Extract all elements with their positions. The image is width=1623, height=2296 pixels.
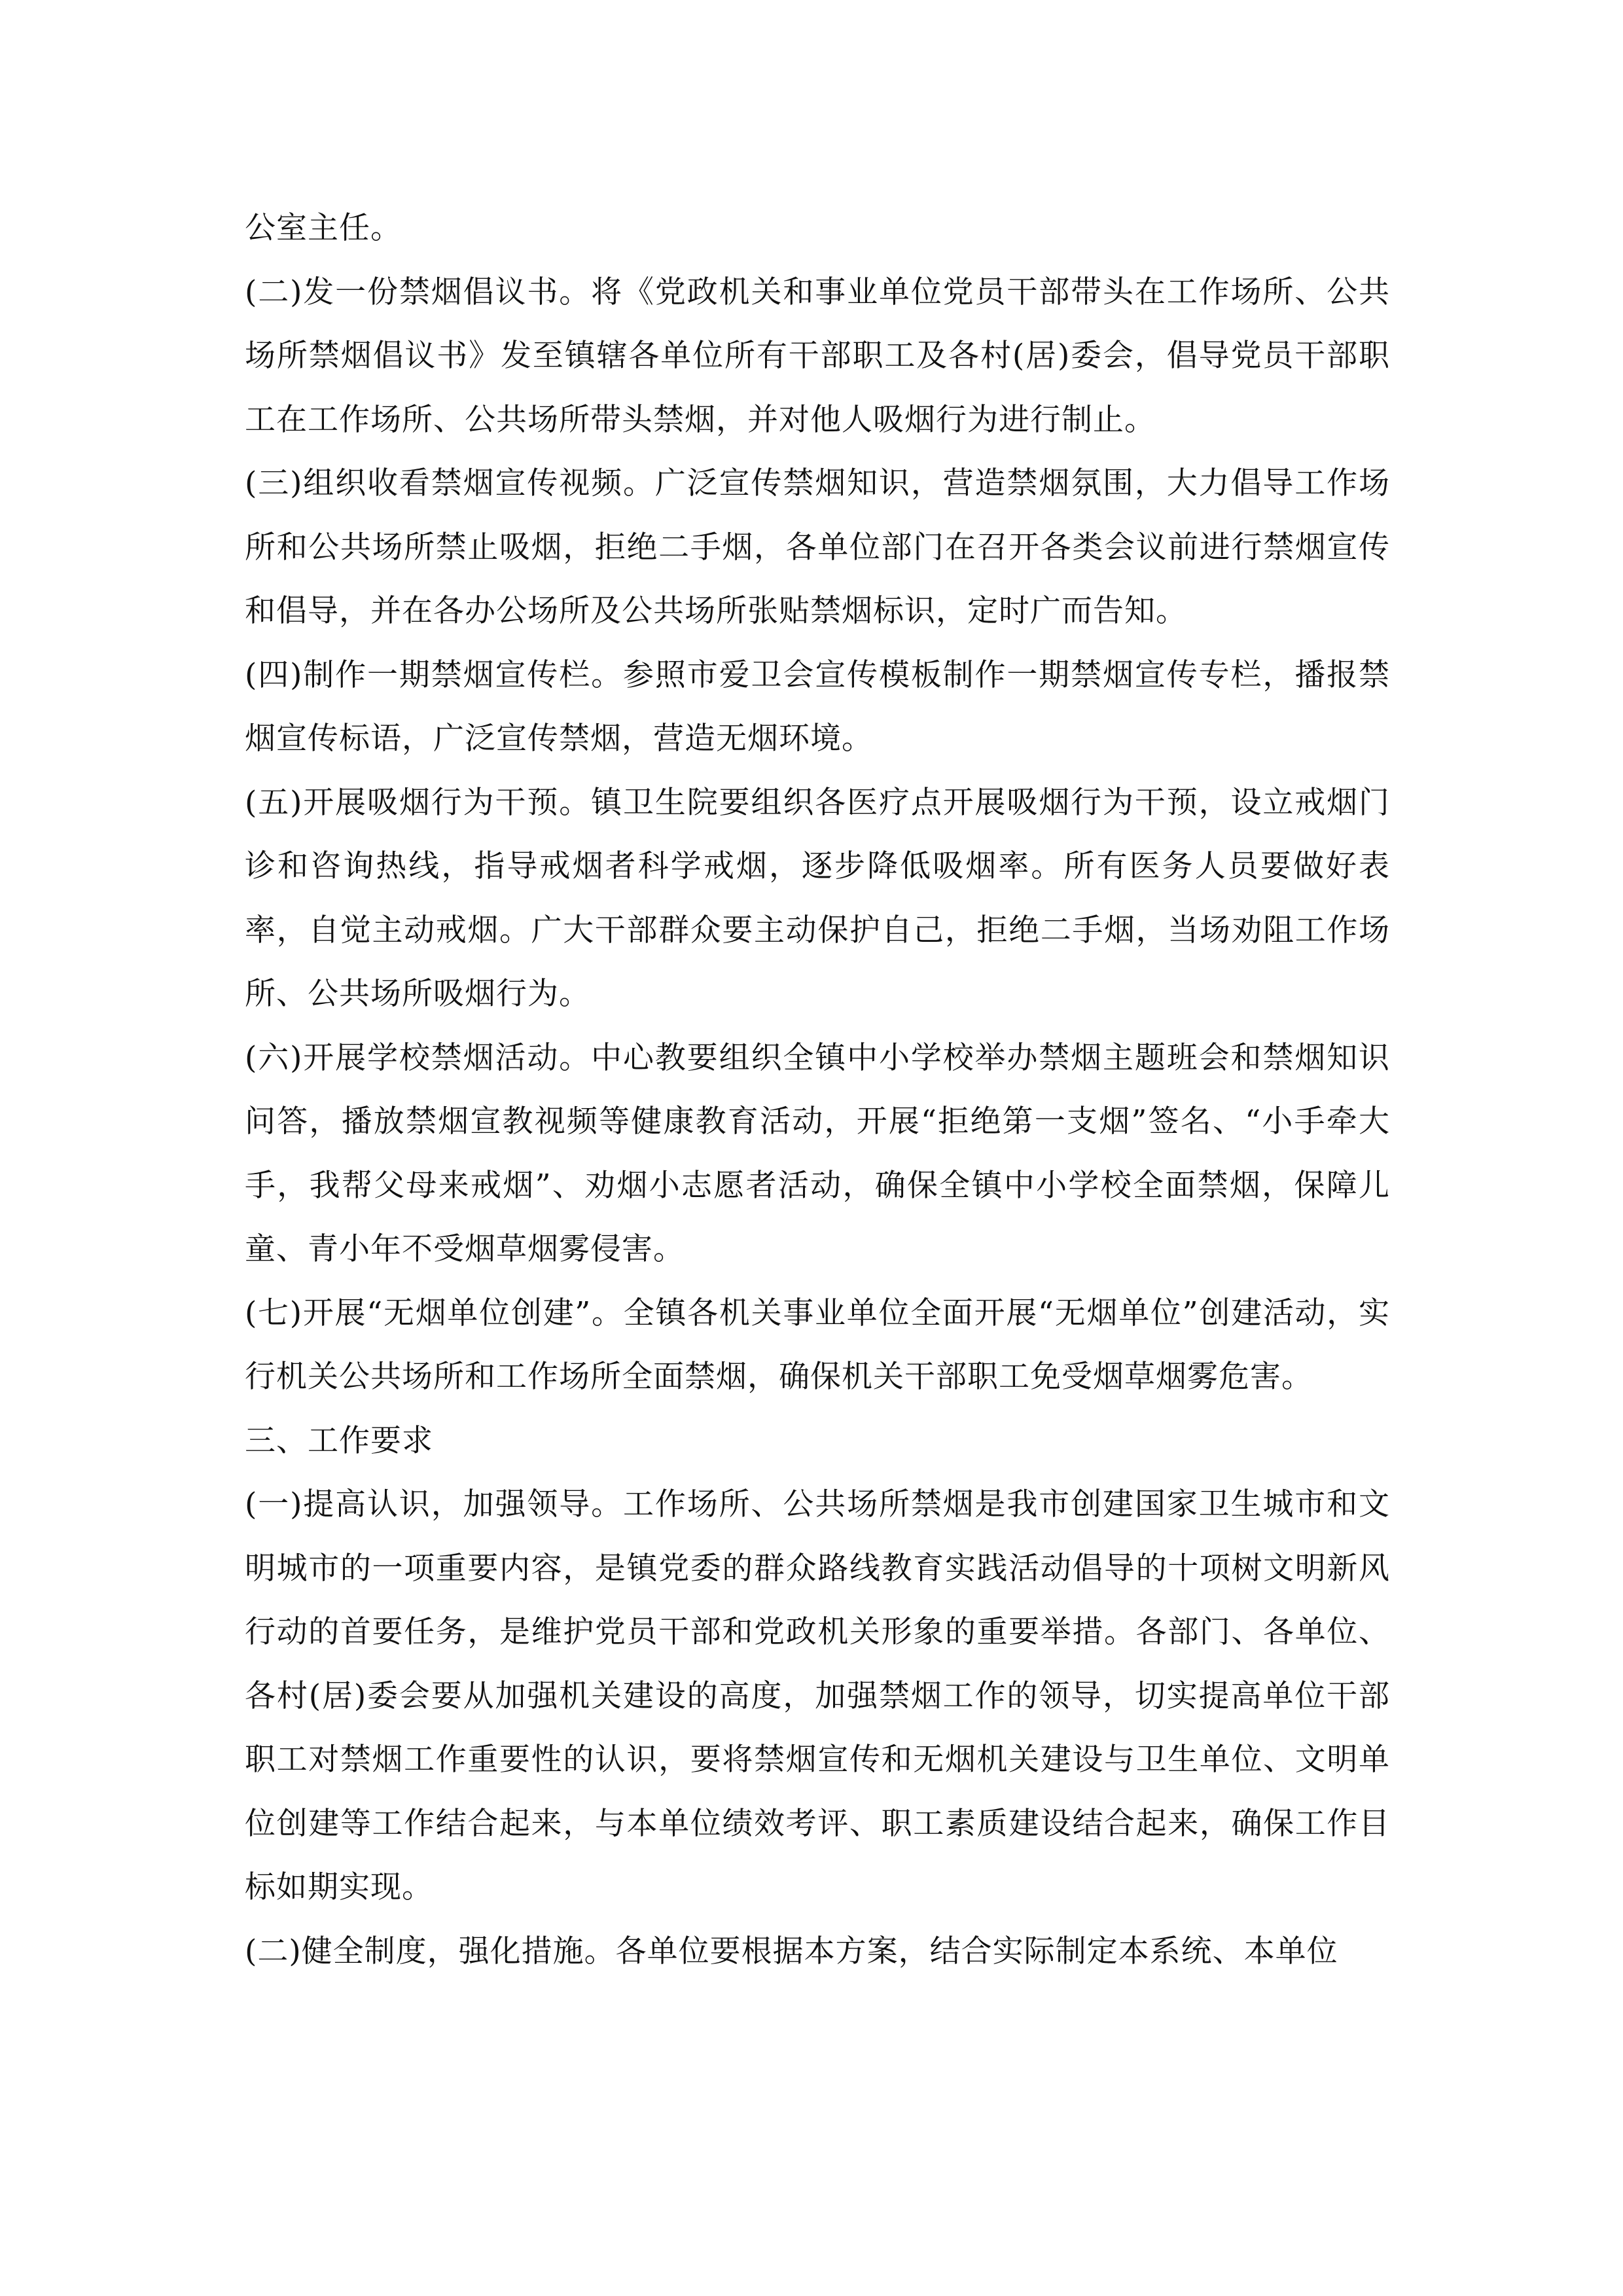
paragraph-requirement-2: (二)健全制度，强化措施。各单位要根据本方案，结合实际制定本系统、本单位: [245, 1933, 1338, 1969]
paragraph-item-4: (四)制作一期禁烟宣传栏。参照市爱卫会宣传模板制作一期禁烟宣传专栏，播报禁烟宣传标语，广泛宣传禁烟，营造无烟环境。: [245, 656, 1390, 757]
paragraph-item-3: (三)组织收看禁烟宣传视频。广泛宣传禁烟知识，营造禁烟氛围，大力倡导工作场所和公共场所禁止吸烟，拒绝二手烟，各单位部门在召开各类会议前进行禁烟宣传和倡导，并在各办公场所及公共场所张贴禁烟标识，定时广而告知。: [245, 465, 1390, 629]
paragraph-item-6: (六)开展学校禁烟活动。中心教要组织全镇中小学校举办禁烟主题班会和禁烟知识问答，播放禁烟宣教视频等健康教育活动，开展“拒绝第一支烟”签名、“小手牵大手，我帮父母来戒烟”、劝烟小志愿者活动，确保全镇中小学校全面禁烟，保障儿童、青小年不受烟草烟雾侵害。: [245, 1039, 1390, 1267]
paragraph-continuation: 公室主任。: [245, 210, 402, 246]
paragraph-item-5: (五)开展吸烟行为干预。镇卫生院要组织各医疗点开展吸烟行为干预，设立戒烟门诊和咨询热线，指导戒烟者科学戒烟，逐步降低吸烟率。所有医务人员要做好表率，自觉主动戒烟。广大干部群众要主动保护自己，拒绝二手烟，当场劝阻工作场所、公共场所吸烟行为。: [245, 784, 1390, 1012]
document-body: [245, 196, 1390, 1983]
paragraph-item-7: (七)开展“无烟单位创建”。全镇各机关事业单位全面开展“无烟单位”创建活动，实行机关公共场所和工作场所全面禁烟，确保机关干部职工免受烟草烟雾危害。: [245, 1295, 1390, 1395]
paragraph-item-2: (二)发一份禁烟倡议书。将《党政机关和事业单位党员干部带头在工作场所、公共场所禁烟倡议书》发至镇辖各单位所有干部职工及各村(居)委会，倡导党员干部职工在工作场所、公共场所带头禁烟，并对他人吸烟行为进行制止。: [245, 274, 1390, 438]
section-heading: 三、工作要求: [245, 1422, 433, 1459]
paragraph-requirement-1: (一)提高认识，加强领导。工作场所、公共场所禁烟是我市创建国家卫生城市和文明城市的一项重要内容，是镇党委的群众路线教育实践活动倡导的十项树文明新风行动的首要任务，是维护党员干部和党政机关形象的重要举措。各部门、各单位、各村(居)委会要从加强机关建设的高度，加强禁烟工作的领导，切实提高单位干部职工对禁烟工作重要性的认识，要将禁烟宣传和无烟机关建设与卫生单位、文明单位创建等工作结合起来，与本单位绩效考评、职工素质建设结合起来，确保工作目标如期实现。: [245, 1486, 1390, 1905]
